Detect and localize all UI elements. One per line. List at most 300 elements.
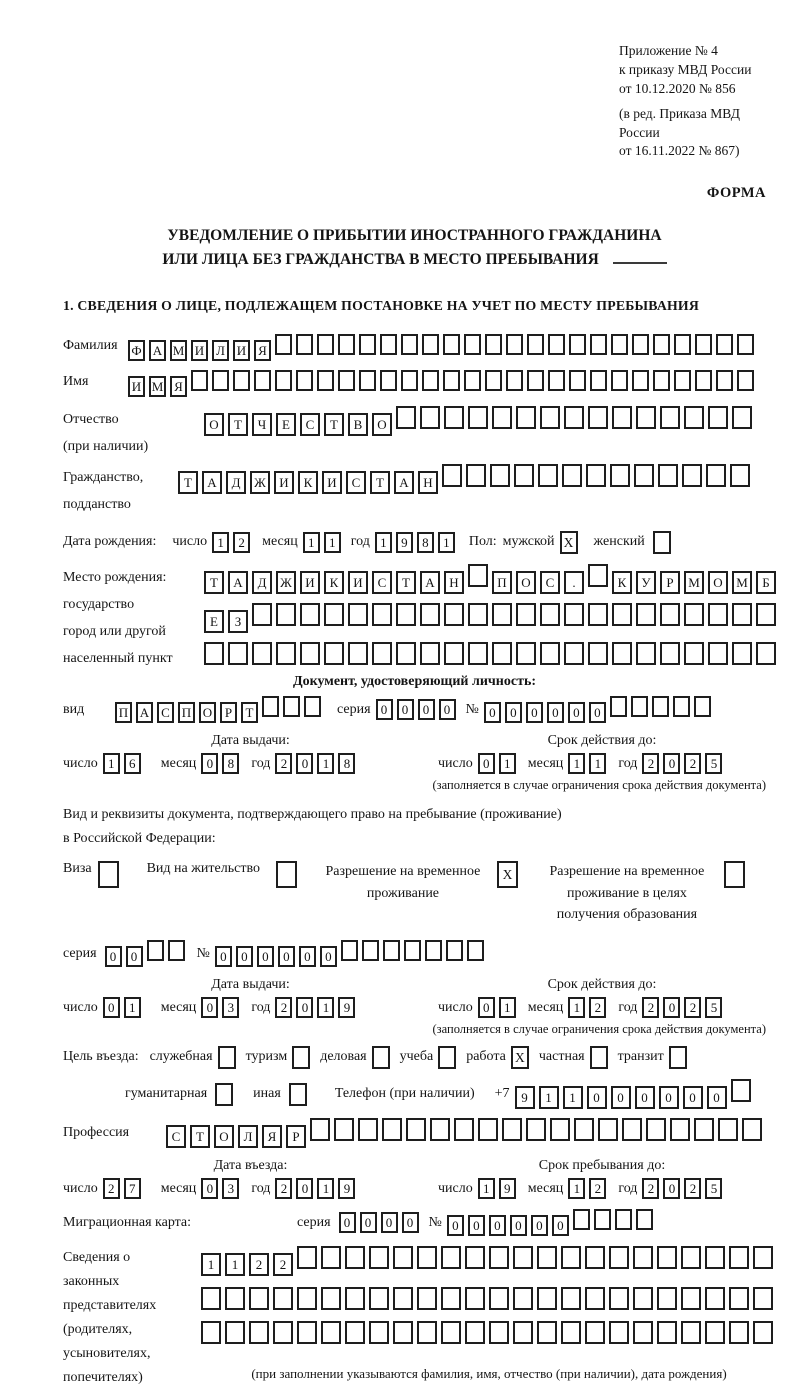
form-cell[interactable] [492, 603, 512, 626]
form-cell[interactable] [573, 1209, 590, 1230]
form-cell[interactable] [516, 642, 536, 665]
form-cell[interactable]: 0 [484, 702, 501, 723]
form-cell[interactable] [729, 1321, 749, 1344]
form-cell[interactable]: Ж [250, 471, 270, 494]
form-cell[interactable]: П [492, 571, 512, 594]
form-cell[interactable] [382, 1118, 402, 1141]
form-cell[interactable] [731, 1079, 751, 1102]
form-cell[interactable] [275, 370, 292, 391]
form-cell[interactable]: 2 [642, 753, 659, 774]
doc-expiry-year[interactable] [642, 753, 726, 774]
form-cell[interactable] [396, 603, 416, 626]
form-cell[interactable]: 0 [278, 946, 295, 967]
form-cell[interactable] [359, 370, 376, 391]
form-cell[interactable]: 0 [126, 946, 143, 967]
form-cell[interactable]: 0 [587, 1086, 607, 1109]
form-cell[interactable]: 0 [478, 753, 495, 774]
form-cell[interactable]: 1 [589, 753, 606, 774]
form-cell[interactable] [610, 464, 630, 487]
form-cell[interactable]: 9 [515, 1086, 535, 1109]
form-cell[interactable] [417, 1287, 437, 1310]
form-cell[interactable]: Б [756, 571, 776, 594]
form-cell[interactable] [756, 642, 776, 665]
birth-place-cells-line3[interactable] [204, 642, 780, 665]
form-cell[interactable] [636, 406, 656, 429]
doc-expiry-month[interactable] [568, 753, 610, 774]
form-cell[interactable] [732, 603, 752, 626]
form-cell[interactable] [464, 370, 481, 391]
form-cell[interactable]: 1 [124, 997, 141, 1018]
form-cell[interactable]: 0 [376, 699, 393, 720]
form-cell[interactable] [612, 603, 632, 626]
form-cell[interactable] [420, 642, 440, 665]
form-cell[interactable]: 3 [222, 997, 239, 1018]
form-cell[interactable]: 0 [526, 702, 543, 723]
form-cell[interactable] [345, 1287, 365, 1310]
form-cell[interactable] [753, 1287, 773, 1310]
form-cell[interactable]: Д [226, 471, 246, 494]
form-cell[interactable] [276, 642, 296, 665]
form-cell[interactable]: Ж [276, 571, 296, 594]
form-cell[interactable] [646, 1118, 666, 1141]
form-cell[interactable] [569, 370, 586, 391]
form-cell[interactable]: Я [170, 376, 187, 397]
form-cell[interactable] [657, 1321, 677, 1344]
residence-number-cells[interactable] [215, 940, 488, 967]
form-cell[interactable]: 2 [275, 753, 292, 774]
form-cell[interactable] [372, 603, 392, 626]
form-cell[interactable]: 0 [201, 997, 218, 1018]
form-cell[interactable] [467, 940, 484, 961]
form-cell[interactable] [362, 940, 379, 961]
form-cell[interactable] [612, 406, 632, 429]
form-cell[interactable] [657, 1287, 677, 1310]
form-cell[interactable] [609, 1246, 629, 1269]
form-cell[interactable] [537, 1321, 557, 1344]
form-cell[interactable] [636, 642, 656, 665]
form-cell[interactable] [513, 1246, 533, 1269]
form-cell[interactable]: 0 [201, 1178, 218, 1199]
form-cell[interactable] [233, 370, 250, 391]
form-cell[interactable] [730, 464, 750, 487]
form-cell[interactable] [468, 406, 488, 429]
form-cell[interactable] [300, 642, 320, 665]
form-cell[interactable]: Е [204, 610, 224, 633]
form-cell[interactable] [695, 370, 712, 391]
form-cell[interactable]: 1 [568, 997, 585, 1018]
form-cell[interactable] [716, 370, 733, 391]
form-cell[interactable]: 1 [317, 1178, 334, 1199]
form-cell[interactable] [684, 603, 704, 626]
residence-expiry-month[interactable] [568, 997, 610, 1018]
form-cell[interactable] [465, 1287, 485, 1310]
form-cell[interactable] [262, 696, 279, 717]
form-cell[interactable] [516, 603, 536, 626]
form-cell[interactable]: П [178, 702, 195, 723]
form-cell[interactable] [275, 334, 292, 355]
form-cell[interactable] [684, 406, 704, 429]
form-cell[interactable] [561, 1321, 581, 1344]
form-cell[interactable] [611, 370, 628, 391]
patronymic-cells[interactable] [204, 406, 756, 436]
form-cell[interactable] [540, 406, 560, 429]
purpose-other-checkbox[interactable] [289, 1083, 307, 1106]
form-cell[interactable] [417, 1321, 437, 1344]
form-cell[interactable] [324, 642, 344, 665]
form-cell[interactable] [321, 1321, 341, 1344]
form-cell[interactable] [225, 1287, 245, 1310]
form-cell[interactable] [430, 1118, 450, 1141]
form-cell[interactable] [249, 1287, 269, 1310]
form-cell[interactable]: 9 [396, 532, 413, 553]
form-cell[interactable]: 0 [299, 946, 316, 967]
form-cell[interactable] [588, 564, 608, 587]
form-cell[interactable]: К [324, 571, 344, 594]
migration-series-cells[interactable] [339, 1212, 423, 1233]
form-cell[interactable] [204, 642, 224, 665]
form-cell[interactable] [562, 464, 582, 487]
form-cell[interactable] [598, 1118, 618, 1141]
purpose-transit-checkbox[interactable] [669, 1046, 687, 1069]
form-cell[interactable]: 0 [339, 1212, 356, 1233]
form-cell[interactable] [492, 406, 512, 429]
form-cell[interactable] [441, 1287, 461, 1310]
form-cell[interactable]: 3 [222, 1178, 239, 1199]
form-cell[interactable]: 9 [499, 1178, 516, 1199]
form-cell[interactable] [321, 1246, 341, 1269]
form-cell[interactable] [681, 1321, 701, 1344]
form-cell[interactable] [756, 603, 776, 626]
form-cell[interactable] [561, 1287, 581, 1310]
form-cell[interactable]: 1 [317, 753, 334, 774]
form-cell[interactable] [489, 1321, 509, 1344]
form-cell[interactable]: А [228, 571, 248, 594]
form-cell[interactable] [574, 1118, 594, 1141]
form-cell[interactable] [297, 1287, 317, 1310]
form-cell[interactable] [465, 1246, 485, 1269]
form-cell[interactable]: 5 [705, 753, 722, 774]
form-cell[interactable] [345, 1321, 365, 1344]
form-cell[interactable] [334, 1118, 354, 1141]
form-cell[interactable]: 0 [215, 946, 232, 967]
form-cell[interactable] [420, 406, 440, 429]
form-cell[interactable] [297, 1246, 317, 1269]
form-cell[interactable] [564, 642, 584, 665]
form-cell[interactable]: 1 [103, 753, 120, 774]
form-cell[interactable] [527, 370, 544, 391]
birth-year-cells[interactable] [375, 532, 459, 553]
form-cell[interactable] [345, 1246, 365, 1269]
form-cell[interactable] [609, 1321, 629, 1344]
form-cell[interactable] [588, 406, 608, 429]
form-cell[interactable]: 0 [663, 1178, 680, 1199]
form-cell[interactable]: 0 [663, 997, 680, 1018]
form-cell[interactable]: Е [276, 413, 296, 436]
form-cell[interactable]: П [115, 702, 132, 723]
form-cell[interactable]: 1 [499, 753, 516, 774]
form-cell[interactable]: О [516, 571, 536, 594]
form-cell[interactable] [468, 603, 488, 626]
citizenship-cells[interactable] [178, 464, 754, 494]
form-cell[interactable] [283, 696, 300, 717]
form-cell[interactable] [273, 1287, 293, 1310]
form-cell[interactable] [615, 1209, 632, 1230]
form-cell[interactable]: 1 [499, 997, 516, 1018]
form-cell[interactable] [684, 642, 704, 665]
purpose-humanitarian-checkbox[interactable] [215, 1083, 233, 1106]
form-cell[interactable] [753, 1321, 773, 1344]
form-cell[interactable]: 1 [212, 532, 229, 553]
form-cell[interactable]: 0 [635, 1086, 655, 1109]
form-cell[interactable] [492, 642, 512, 665]
doc-expiry-day[interactable] [478, 753, 520, 774]
form-cell[interactable] [252, 603, 272, 626]
form-cell[interactable] [674, 370, 691, 391]
form-cell[interactable] [338, 370, 355, 391]
form-cell[interactable] [442, 464, 462, 487]
form-cell[interactable] [506, 370, 523, 391]
form-cell[interactable]: Т [370, 471, 390, 494]
form-cell[interactable]: 2 [684, 1178, 701, 1199]
form-cell[interactable]: О [708, 571, 728, 594]
purpose-work-checkbox[interactable]: X [511, 1046, 529, 1069]
form-cell[interactable] [585, 1287, 605, 1310]
form-cell[interactable]: Ф [128, 340, 145, 361]
form-cell[interactable]: 0 [707, 1086, 727, 1109]
form-cell[interactable] [540, 603, 560, 626]
form-cell[interactable] [422, 334, 439, 355]
form-cell[interactable]: С [157, 702, 174, 723]
form-cell[interactable] [732, 642, 752, 665]
form-cell[interactable] [526, 1118, 546, 1141]
form-cell[interactable]: 7 [124, 1178, 141, 1199]
form-cell[interactable]: В [348, 413, 368, 436]
form-cell[interactable]: 2 [273, 1253, 293, 1276]
form-cell[interactable]: 5 [705, 997, 722, 1018]
form-cell[interactable] [396, 642, 416, 665]
form-cell[interactable]: 2 [642, 1178, 659, 1199]
form-cell[interactable]: 0 [296, 1178, 313, 1199]
form-cell[interactable] [550, 1118, 570, 1141]
form-cell[interactable] [404, 940, 421, 961]
form-cell[interactable] [380, 370, 397, 391]
form-cell[interactable]: 0 [381, 1212, 398, 1233]
form-cell[interactable]: И [128, 376, 145, 397]
form-cell[interactable] [513, 1287, 533, 1310]
form-cell[interactable]: 1 [225, 1253, 245, 1276]
form-cell[interactable] [660, 642, 680, 665]
form-cell[interactable] [444, 642, 464, 665]
form-cell[interactable]: М [684, 571, 704, 594]
form-cell[interactable] [537, 1246, 557, 1269]
form-cell[interactable] [393, 1287, 413, 1310]
form-cell[interactable] [464, 334, 481, 355]
form-cell[interactable]: 1 [563, 1086, 583, 1109]
form-cell[interactable]: И [322, 471, 342, 494]
form-cell[interactable] [317, 370, 334, 391]
form-cell[interactable] [657, 1246, 677, 1269]
form-cell[interactable] [611, 334, 628, 355]
form-cell[interactable]: 1 [317, 997, 334, 1018]
form-cell[interactable]: З [228, 610, 248, 633]
form-cell[interactable] [652, 696, 669, 717]
representatives-cells-line2[interactable] [201, 1287, 777, 1310]
form-cell[interactable]: Т [324, 413, 344, 436]
form-cell[interactable]: 0 [505, 702, 522, 723]
form-cell[interactable] [594, 1209, 611, 1230]
form-cell[interactable] [489, 1246, 509, 1269]
phone-cells[interactable] [515, 1079, 755, 1109]
form-cell[interactable]: 0 [683, 1086, 703, 1109]
migration-number-cells[interactable] [447, 1209, 657, 1236]
form-cell[interactable]: И [233, 340, 250, 361]
temp-residence-checkbox[interactable]: X [497, 861, 518, 888]
form-cell[interactable]: М [170, 340, 187, 361]
form-cell[interactable] [425, 940, 442, 961]
form-cell[interactable] [310, 1118, 330, 1141]
profession-cells[interactable] [166, 1118, 766, 1148]
form-cell[interactable] [446, 940, 463, 961]
form-cell[interactable]: О [199, 702, 216, 723]
form-cell[interactable] [441, 1321, 461, 1344]
form-cell[interactable]: М [732, 571, 752, 594]
form-cell[interactable]: 2 [684, 997, 701, 1018]
form-cell[interactable]: Л [212, 340, 229, 361]
form-cell[interactable] [276, 603, 296, 626]
form-cell[interactable] [372, 642, 392, 665]
form-cell[interactable] [191, 370, 208, 391]
form-cell[interactable] [632, 334, 649, 355]
form-cell[interactable] [705, 1287, 725, 1310]
form-cell[interactable]: 2 [589, 1178, 606, 1199]
form-cell[interactable]: К [612, 571, 632, 594]
form-cell[interactable] [585, 1246, 605, 1269]
form-cell[interactable]: 1 [568, 753, 585, 774]
surname-cells[interactable] [128, 334, 758, 361]
form-cell[interactable]: 2 [103, 1178, 120, 1199]
form-cell[interactable] [300, 603, 320, 626]
form-cell[interactable]: 0 [547, 702, 564, 723]
form-cell[interactable]: М [149, 376, 166, 397]
form-cell[interactable] [633, 1287, 653, 1310]
purpose-tourism-checkbox[interactable] [292, 1046, 310, 1069]
form-cell[interactable]: Т [241, 702, 258, 723]
form-cell[interactable]: 0 [360, 1212, 377, 1233]
birth-day-cells[interactable] [212, 532, 254, 553]
form-cell[interactable] [742, 1118, 762, 1141]
form-cell[interactable] [634, 464, 654, 487]
form-cell[interactable]: 0 [552, 1215, 569, 1236]
form-cell[interactable] [590, 334, 607, 355]
form-cell[interactable] [252, 642, 272, 665]
form-cell[interactable]: 0 [296, 997, 313, 1018]
form-cell[interactable] [705, 1246, 725, 1269]
form-cell[interactable]: 0 [320, 946, 337, 967]
form-cell[interactable] [321, 1287, 341, 1310]
form-cell[interactable] [383, 940, 400, 961]
form-cell[interactable] [228, 642, 248, 665]
form-cell[interactable]: 0 [510, 1215, 527, 1236]
form-cell[interactable]: 0 [296, 753, 313, 774]
form-cell[interactable]: 0 [468, 1215, 485, 1236]
residence-issue-month[interactable] [201, 997, 243, 1018]
form-cell[interactable] [420, 603, 440, 626]
form-cell[interactable] [674, 334, 691, 355]
form-cell[interactable] [468, 564, 488, 587]
form-cell[interactable] [468, 642, 488, 665]
form-cell[interactable] [548, 370, 565, 391]
form-cell[interactable] [401, 370, 418, 391]
stay-day[interactable] [478, 1178, 520, 1199]
form-cell[interactable] [422, 370, 439, 391]
form-cell[interactable]: 0 [397, 699, 414, 720]
form-cell[interactable] [653, 370, 670, 391]
form-cell[interactable] [506, 334, 523, 355]
form-cell[interactable]: 0 [105, 946, 122, 967]
form-cell[interactable] [610, 696, 627, 717]
form-cell[interactable] [682, 464, 702, 487]
form-cell[interactable] [588, 603, 608, 626]
purpose-official-checkbox[interactable] [218, 1046, 236, 1069]
doc-number-cells[interactable] [484, 696, 715, 723]
form-cell[interactable] [705, 1321, 725, 1344]
form-cell[interactable]: 2 [275, 997, 292, 1018]
form-cell[interactable] [443, 370, 460, 391]
doc-issue-day[interactable] [103, 753, 145, 774]
form-cell[interactable]: А [136, 702, 153, 723]
form-cell[interactable] [737, 370, 754, 391]
form-cell[interactable] [590, 370, 607, 391]
form-cell[interactable]: 2 [249, 1253, 269, 1276]
form-cell[interactable] [708, 603, 728, 626]
form-cell[interactable] [716, 334, 733, 355]
stay-month[interactable] [568, 1178, 610, 1199]
form-cell[interactable] [296, 370, 313, 391]
form-cell[interactable] [441, 1246, 461, 1269]
form-cell[interactable] [396, 406, 416, 429]
form-cell[interactable] [636, 603, 656, 626]
form-cell[interactable] [304, 696, 321, 717]
birth-place-cells-line2[interactable] [204, 603, 780, 633]
form-cell[interactable]: И [300, 571, 320, 594]
form-cell[interactable] [537, 1287, 557, 1310]
form-cell[interactable] [338, 334, 355, 355]
form-cell[interactable]: 0 [201, 753, 218, 774]
purpose-study-checkbox[interactable] [438, 1046, 456, 1069]
form-cell[interactable]: Ч [252, 413, 272, 436]
form-cell[interactable] [380, 334, 397, 355]
form-cell[interactable]: Т [178, 471, 198, 494]
form-cell[interactable] [660, 406, 680, 429]
form-cell[interactable] [393, 1246, 413, 1269]
form-cell[interactable] [673, 696, 690, 717]
form-cell[interactable]: 2 [589, 997, 606, 1018]
form-cell[interactable] [490, 464, 510, 487]
form-cell[interactable] [417, 1246, 437, 1269]
form-cell[interactable]: 2 [233, 532, 250, 553]
purpose-private-checkbox[interactable] [590, 1046, 608, 1069]
form-cell[interactable] [369, 1321, 389, 1344]
form-cell[interactable]: Я [262, 1125, 282, 1148]
form-cell[interactable] [527, 334, 544, 355]
form-cell[interactable] [454, 1118, 474, 1141]
form-cell[interactable] [694, 1118, 714, 1141]
form-cell[interactable]: 9 [338, 997, 355, 1018]
form-cell[interactable]: 1 [568, 1178, 585, 1199]
form-cell[interactable] [341, 940, 358, 961]
form-cell[interactable] [586, 464, 606, 487]
form-cell[interactable]: 0 [103, 997, 120, 1018]
